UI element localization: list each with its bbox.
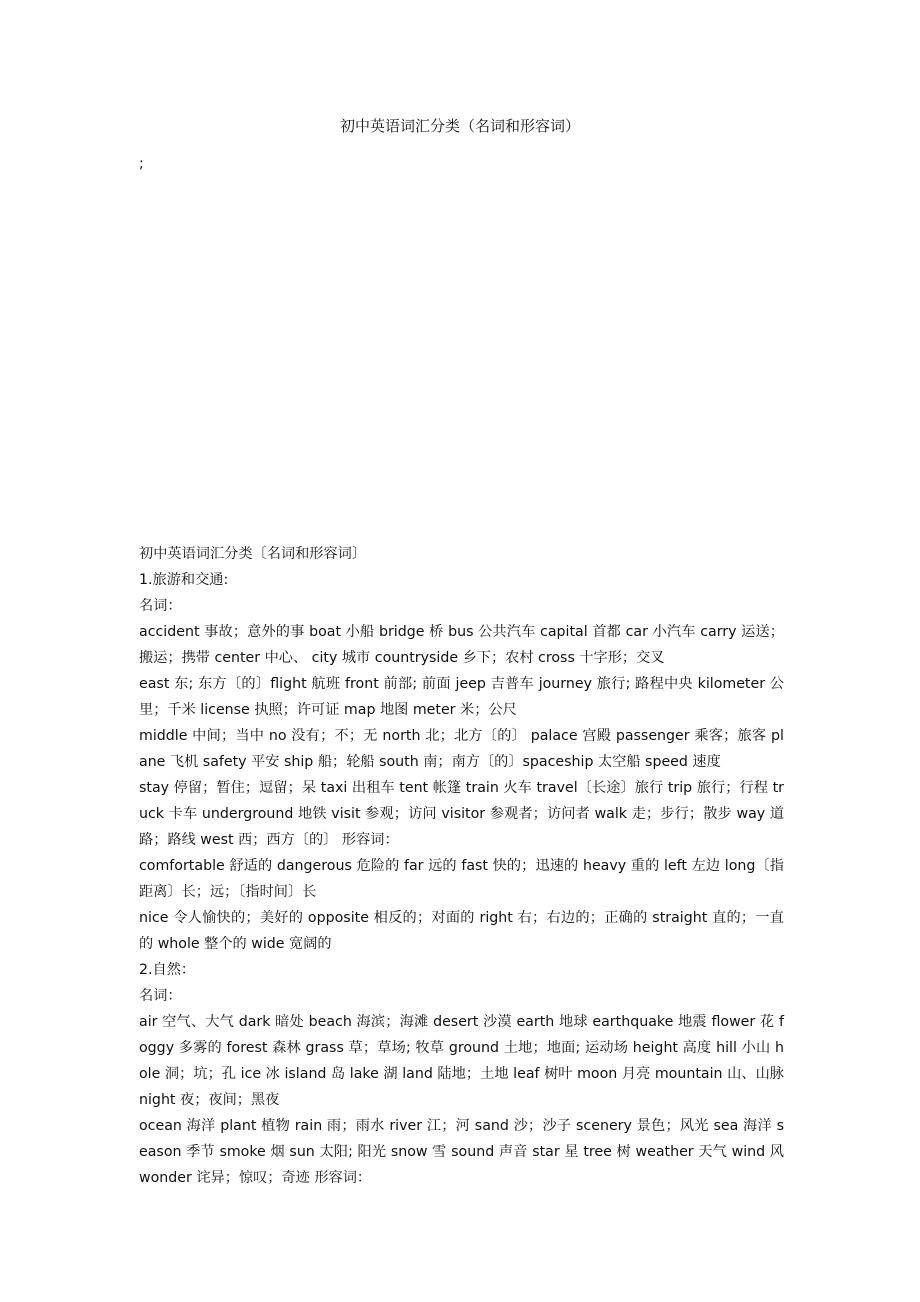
document-title: 初中英语词汇分类（名词和形容词） (339, 117, 580, 135)
section-title-nature: 2.自然： (139, 962, 196, 978)
paragraph: comfortable 舒适的 dangerous 危险的 far 远的 fast 快的；迅速的 heavy 重的 left 左边 long〔指距离〕长；远；〔指时间〕长 (139, 858, 784, 900)
document-body (139, 541, 784, 1191)
separator-mark: ; (139, 156, 144, 172)
paragraph: ocean 海洋 plant 植物 rain 雨；雨水 river 江；河 sand 沙；沙子 scenery 景色；风光 sea 海洋 season 季节 smoke 烟 sun 太阳; 阳光 snow 雪 sound 声音 star 星 tree 树 weather 天气 wind 风 wonder 诧异；惊叹；奇迹 形容词： (139, 1118, 784, 1186)
paragraph: middle 中间；当中 no 没有；不；无 north 北；北方〔的〕 palace 宫殿 passenger 乘客；旅客 plane 飞机 safety 平安 ship 船；轮船 south 南；南方〔的〕spaceship 太空船 speed 速度 (139, 728, 784, 770)
paragraph: east 东; 东方〔的〕flight 航班 front 前部; 前面 jeep 吉普车 journey 旅行; 路程中央 kilometer 公里；千米 license 执照；许可证 map 地图 meter 米；公尺 (139, 676, 784, 718)
section-heading: 初中英语词汇分类〔名词和形容词〕 (139, 546, 367, 562)
section-title-travel: 1.旅游和交通: (139, 572, 229, 588)
paragraph: nice 令人愉快的；美好的 opposite 相反的；对面的 right 右；右边的；正确的 straight 直的；一直的 whole 整个的 wide 宽阔的 (139, 910, 784, 952)
noun-label: 名词： (139, 598, 182, 614)
paragraph: accident 事故；意外的事 boat 小船 bridge 桥 bus 公共汽车 capital 首都 car 小汽车 carry 运送；搬运；携带 center 中心、 city 城市 countryside 乡下；农村 cross 十字形；交叉 (139, 624, 784, 666)
noun-label: 名词： (139, 988, 182, 1004)
paragraph: stay 停留；暂住；逗留；呆 taxi 出租车 tent 帐篷 train 火车 travel〔长途〕旅行 trip 旅行；行程 truck 卡车 underground 地铁 visit 参观；访问 visitor 参观者；访问者 walk 走；步行；散步 way 道路；路线 west 西；西方〔的〕 形容词： (139, 780, 784, 848)
paragraph: air 空气、大气 dark 暗处 beach 海滨；海滩 desert 沙漠 earth 地球 earthquake 地震 flower 花 foggy 多雾的 forest 森林 grass 草；草场; 牧草 ground 土地；地面; 运动场 height 高度 hill 小山 hole 洞；坑；孔 ice 冰 island 岛 lake 湖 land 陆地；土地 leaf 树叶 moon 月亮 mountain 山、山脉 night 夜；夜间；黑夜 (139, 1014, 784, 1108)
